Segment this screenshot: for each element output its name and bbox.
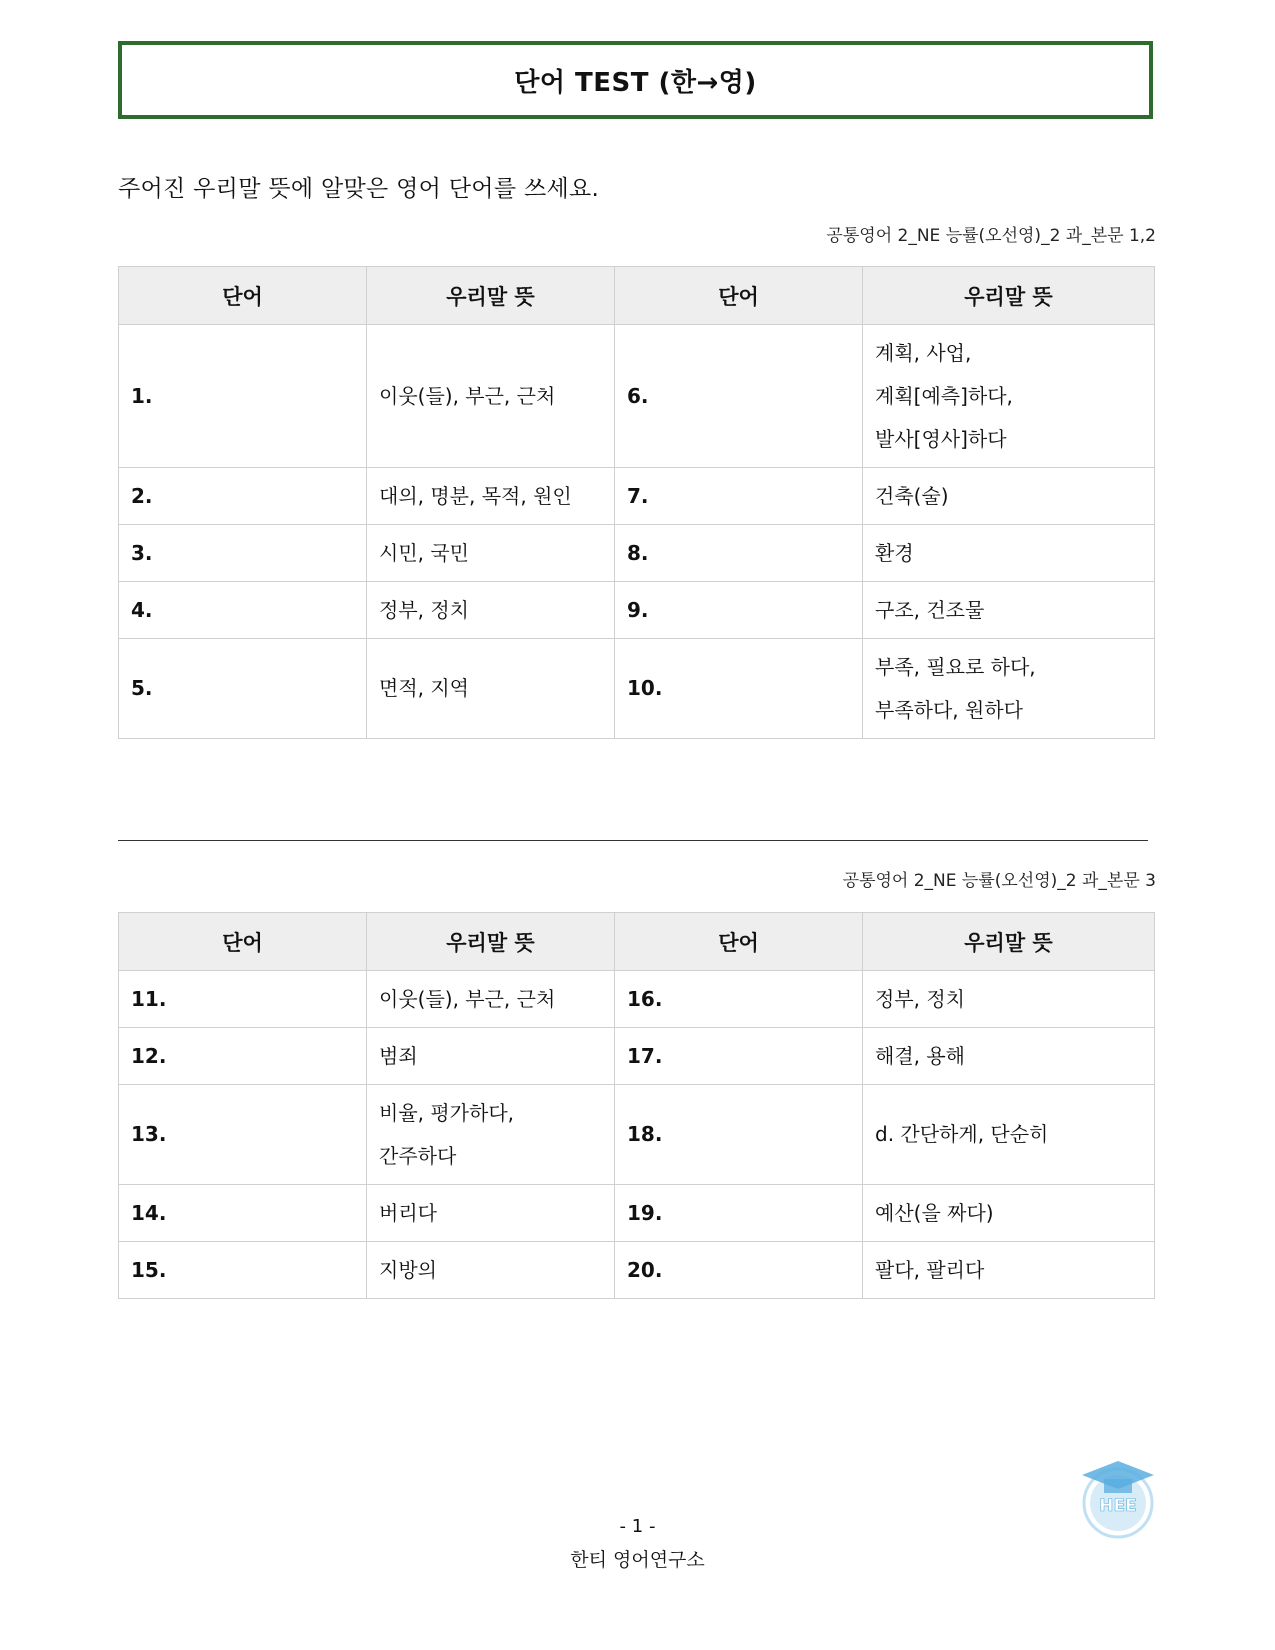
meaning-cell (863, 1085, 1155, 1185)
section1-source: 공통영어 2_NE 능률(오선영)_2 과_본문 1,2 (826, 226, 1156, 246)
meaning-line: 간주하다 (379, 1143, 457, 1168)
item-number: 1. (119, 325, 367, 468)
table-row (119, 639, 1155, 739)
meaning-line: 대의, 명분, 목적, 원인 (379, 483, 572, 508)
item-number: 18. (615, 1085, 863, 1185)
meaning-cell (863, 1242, 1155, 1299)
title-box (118, 41, 1153, 119)
logo-text: HEE (1099, 1496, 1137, 1516)
table-row (119, 1085, 1155, 1185)
meaning-cell (863, 1185, 1155, 1242)
meaning-cell (367, 1242, 615, 1299)
meaning-cell (367, 971, 615, 1028)
meaning-line: 계획[예측]하다, (875, 383, 1013, 408)
meaning-cell (863, 525, 1155, 582)
header-meaning: 우리말 뜻 (367, 267, 615, 325)
meaning-cell (367, 325, 615, 468)
meaning-line: 해결, 용해 (875, 1043, 965, 1068)
item-number: 10. (615, 639, 863, 739)
header-word: 단어 (615, 913, 863, 971)
item-number: 15. (119, 1242, 367, 1299)
table-row (119, 971, 1155, 1028)
meaning-line: 건축(술) (875, 483, 949, 508)
meaning-cell (367, 1085, 615, 1185)
meaning-line: 정부, 정치 (379, 597, 469, 622)
meaning-line: 이웃(들), 부근, 근처 (379, 986, 556, 1011)
header-meaning: 우리말 뜻 (367, 913, 615, 971)
item-number: 8. (615, 525, 863, 582)
meaning-cell (863, 639, 1155, 739)
item-number: 12. (119, 1028, 367, 1085)
meaning-cell (863, 971, 1155, 1028)
meaning-line: 환경 (875, 540, 914, 565)
item-number: 20. (615, 1242, 863, 1299)
meaning-line: 구조, 건조물 (875, 597, 985, 622)
meaning-cell (367, 525, 615, 582)
meaning-line: 면적, 지역 (379, 676, 469, 700)
header-word: 단어 (119, 267, 367, 325)
meaning-line: 예산(을 짜다) (875, 1200, 994, 1225)
header-word: 단어 (615, 267, 863, 325)
meaning-line: 부족하다, 원하다 (875, 697, 1023, 722)
table-row (119, 582, 1155, 639)
item-number: 3. (119, 525, 367, 582)
meaning-cell (367, 468, 615, 525)
item-number: 19. (615, 1185, 863, 1242)
vocab-table-1 (118, 266, 1155, 739)
meaning-cell (863, 1028, 1155, 1085)
meaning-line: 부족, 필요로 하다, (875, 654, 1036, 679)
item-number: 9. (615, 582, 863, 639)
meaning-line: 이웃(들), 부근, 근처 (379, 383, 556, 408)
table-header-row (119, 267, 1155, 325)
meaning-line: 정부, 정치 (875, 986, 965, 1011)
meaning-line: 버리다 (379, 1200, 437, 1225)
page-number: - 1 - (619, 1516, 656, 1537)
header-word: 단어 (119, 913, 367, 971)
meaning-line: d. 간단하게, 단순히 (875, 1122, 1049, 1146)
section2-source: 공통영어 2_NE 능률(오선영)_2 과_본문 3 (842, 871, 1156, 891)
item-number: 17. (615, 1028, 863, 1085)
item-number: 5. (119, 639, 367, 739)
item-number: 14. (119, 1185, 367, 1242)
instruction-text: 주어진 우리말 뜻에 알맞은 영어 단어를 쓰세요. (118, 176, 600, 202)
meaning-line: 비율, 평가하다, (379, 1100, 514, 1125)
page-title: 단어 TEST (한→영) (514, 67, 757, 98)
meaning-line: 지방의 (379, 1257, 437, 1282)
table-row (119, 1185, 1155, 1242)
meaning-cell (367, 1028, 615, 1085)
table-row (119, 1242, 1155, 1299)
table-row (119, 468, 1155, 525)
meaning-line: 시민, 국민 (379, 540, 469, 565)
header-meaning: 우리말 뜻 (863, 913, 1155, 971)
table-row (119, 1028, 1155, 1085)
meaning-cell (367, 1185, 615, 1242)
publisher-name: 한티 영어연구소 (570, 1549, 705, 1571)
meaning-cell (863, 325, 1155, 468)
item-number: 7. (615, 468, 863, 525)
section-divider (118, 840, 1148, 841)
item-number: 2. (119, 468, 367, 525)
table-row (119, 525, 1155, 582)
meaning-line: 팔다, 팔리다 (875, 1257, 985, 1282)
table-body (119, 971, 1155, 1299)
table-body (119, 325, 1155, 739)
item-number: 6. (615, 325, 863, 468)
meaning-cell (367, 639, 615, 739)
table-row (119, 325, 1155, 468)
item-number: 13. (119, 1085, 367, 1185)
meaning-cell (863, 468, 1155, 525)
item-number: 16. (615, 971, 863, 1028)
header-meaning: 우리말 뜻 (863, 267, 1155, 325)
meaning-cell (367, 582, 615, 639)
item-number: 4. (119, 582, 367, 639)
meaning-line: 발사[영사]하다 (875, 426, 1007, 451)
meaning-cell (863, 582, 1155, 639)
item-number: 11. (119, 971, 367, 1028)
meaning-line: 범죄 (379, 1043, 418, 1068)
vocab-table-2 (118, 912, 1155, 1299)
table-header-row (119, 913, 1155, 971)
meaning-line: 계획, 사업, (875, 340, 972, 365)
